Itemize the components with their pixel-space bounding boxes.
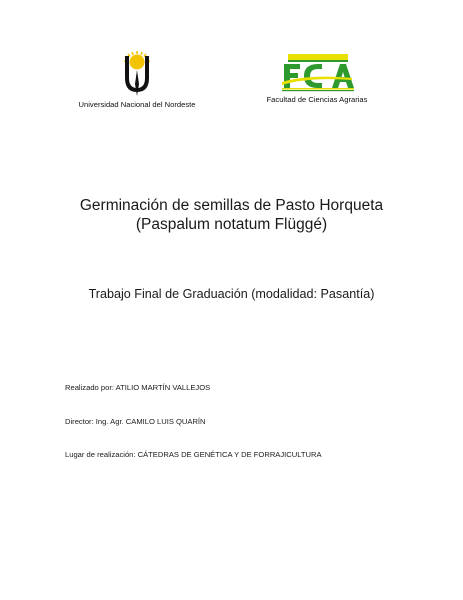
place-line: Lugar de realización: CÁTEDRAS DE GENÉTICA Y DE FORRAJICULTURA <box>65 450 322 459</box>
unne-logo <box>62 50 212 109</box>
sun-u-seal-icon <box>117 50 157 98</box>
fca-logo-icon <box>278 52 356 92</box>
director-line: Director: Ing. Agr. CAMILO LUIS QUARÍN <box>65 417 206 426</box>
document-title-line-1: Germinación de semillas de Pasto Horqueta <box>79 197 384 214</box>
author-line: Realizado por: ATILIO MARTÍN VALLEJOS <box>65 383 211 392</box>
document-subtitle: Trabajo Final de Graduación (modalidad: Pasantía) <box>88 287 375 301</box>
document-title-line-2: (Paspalum notatum Flüggé) <box>135 216 328 233</box>
unne-caption: Universidad Nacional del Nordeste <box>78 100 196 109</box>
fca-caption: Facultad de Ciencias Agrarias <box>266 95 368 104</box>
fca-logo <box>252 52 382 104</box>
